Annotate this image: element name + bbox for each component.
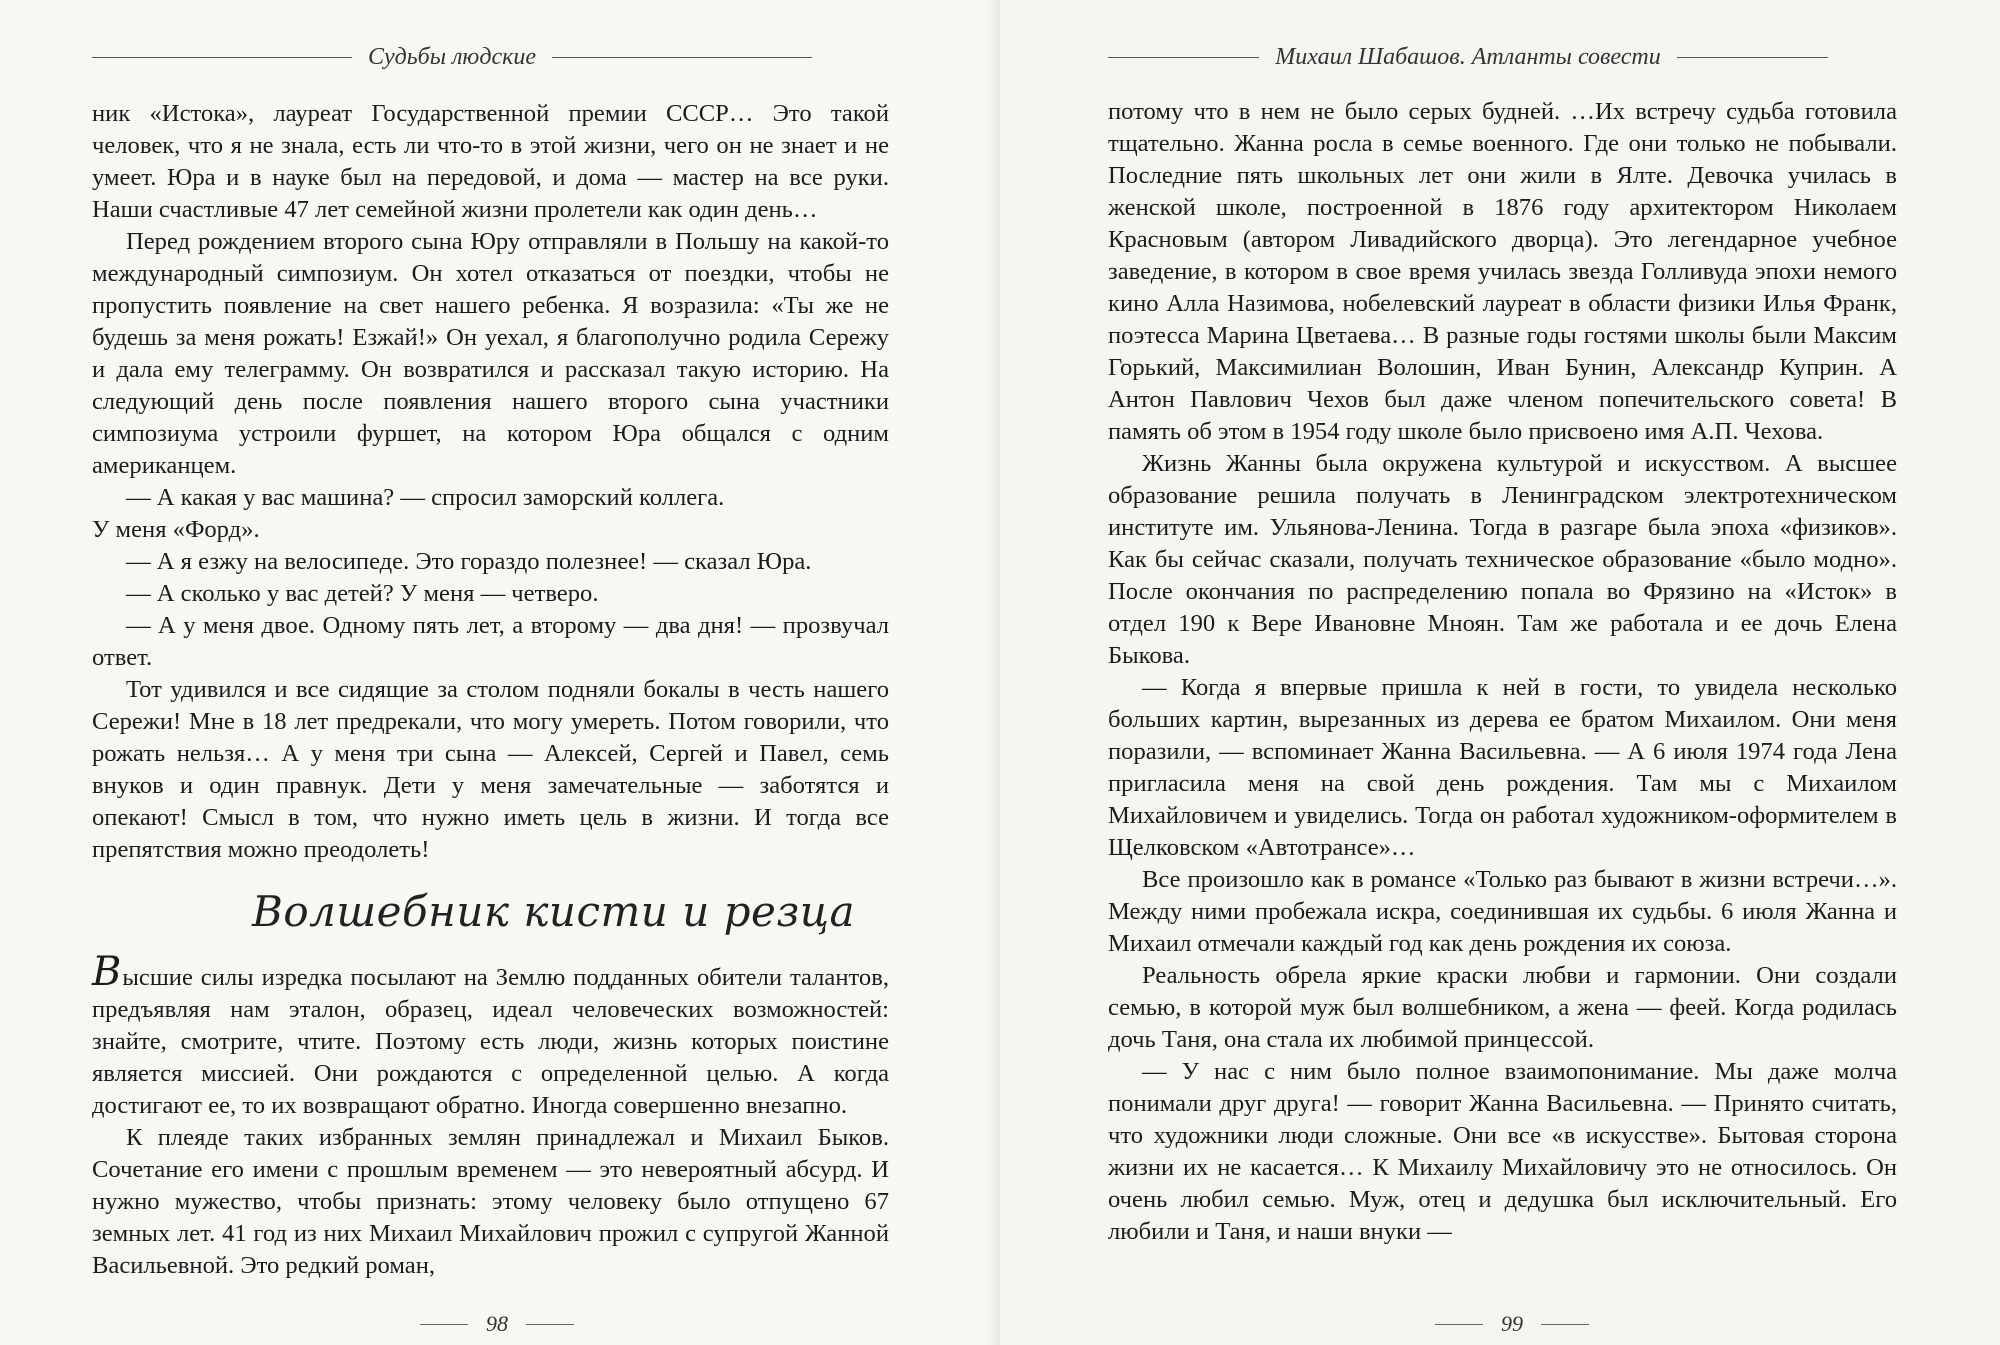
header-rule [92, 57, 352, 58]
paragraph: ник «Истока», лауреат Государственной премии СССР… Это такой человек, что я не знала, есть ли что-то в этой жизни, чего он не знает и не умеет. Юра и в науке был на передовой, и дома — мастер на все руки. Наши счастливые 47 лет семейной жизни пролетели как один день… [92, 100, 889, 223]
folio-rule [1541, 1324, 1589, 1325]
right-body-text [1108, 96, 1897, 1248]
paragraph: Все произошло как в романсе «Только раз бывают в жизни встречи…». Между ними пробежала искра, соединившая их судьбы. 6 июля Жанна и Михаил отмечали каждый год как день рождения их союза. [1108, 866, 1897, 957]
header-rule [552, 57, 812, 58]
paragraph: — А сколько у вас детей? У меня — четверо. [126, 580, 599, 607]
paragraph: — Когда я впервые пришла к ней в гости, то увидела несколько больших картин, вырезанных из дерева ее братом Михаилом. Они меня поразили, — вспоминает Жанна Васильевна. — А 6 июля 1974 года Лена пригласила меня на свой день рождения. Там мы с Михаилом Михайловичем и увиделись. Тогда он работал художником-оформителем в Щелковском «Автотрансе»… [1108, 674, 1897, 861]
folio-rule [526, 1324, 574, 1325]
right-page-folio [1435, 1312, 1589, 1336]
drop-cap: В [92, 949, 122, 995]
paragraph: Жизнь Жанны была окружена культурой и искусством. А высшее образование решила получать в Ленинградском электротехническом институте им. Ульянова-Ленина. Тогда в разгаре была эпоха «физиков». Как бы сейчас сказали, получать техническое образование «было модно». После окончания по распределению попала во Фрязино на «Исток» в отдел 190 к Вере Ивановне Мноян. Там же работала и ее дочь Елена Быкова. [1108, 450, 1897, 669]
right-page [1000, 0, 2000, 1345]
paragraph: потому что в нем не было серых будней. …Их встречу судьба готовила тщательно. Жанна росла в семье военного. Где они только не побывали. Последние пять школьных лет они жили в Ялте. Девочка училась в женской школе, построенной в 1876 году архитектором Николаем Красновым (автором Ливадийского дворца). Это легендарное учебное заведение, в котором в свое время училась звезда Голливуда эпохи немого кино Алла Назимова, нобелевский лауреат в области физики Илья Франк, поэтесса Марина Цветаева… В разные годы гостями школы были Максим Горький, Максимилиан Волошин, Иван Бунин, Александр Куприн. А Антон Павлович Чехов был даже членом попечительского совета! В память об этом в 1954 году школе было присвоено имя А.П. Чехова. [1108, 98, 1897, 445]
folio-rule [1435, 1324, 1483, 1325]
paragraph: Реальность обрела яркие краски любви и гармонии. Они создали семью, в которой муж был волшебником, а жена — феей. Когда родилась дочь Таня, она стала их любимой принцессой. [1108, 962, 1897, 1053]
folio-rule [420, 1324, 468, 1325]
paragraph: У меня «Форд». [92, 516, 260, 543]
section-heading: Волшебник кисти и резца [252, 887, 856, 936]
paragraph: Тот удивился и все сидящие за столом подняли бокалы в честь нашего Сережи! Мне в 18 лет предрекали, что могу умереть. Потом говорили, что рожать нельзя… А у меня три сына — Алексей, Сергей и Павел, семь внуков и один правнук. Дети у меня замечательные — заботятся и опекают! Смысл в том, что нужно иметь цель в жизни. И тогда все препятствия можно преодолеть! [92, 676, 889, 863]
running-head-title: Судьбы людские [367, 43, 537, 70]
paragraph: — А я езжу на велосипеде. Это гораздо полезнее! — сказал Юра. [126, 548, 812, 575]
paragraph: Перед рождением второго сына Юру отправляли в Польшу на какой-то международный симпозиум. Он хотел отказаться от поездки, чтобы не пропустить появление на свет нашего ребенка. Я возразила: «Ты же не будешь за меня рожать! Езжай!» Он уехал, я благополучно родила Сережу и дала ему телеграмму. Он возвратился и рассказал такую историю. На следующий день после появления нашего второго сына участники симпозиума устроили фуршет, на котором Юра общался с одним американцем. [92, 228, 889, 479]
left-body-text [92, 98, 889, 1282]
paragraph: — А какая у вас машина? — спросил заморский коллега. [126, 484, 725, 511]
right-running-head [1108, 42, 1828, 72]
left-running-head [92, 42, 812, 72]
left-page-folio [420, 1312, 574, 1336]
paragraph-text: ысшие силы изредка посылают на Землю подданных обители талантов, предъявляя нам эталон, образец, идеал человеческих возможностей: знайте, смотрите, чтите. Поэтому есть люди, жизнь которых поистине является миссией. Они рождаются с определенной целью. А когда достигают ее, то их возвращают обратно. Иногда совершенно внезапно. [92, 964, 889, 1119]
running-head-title: Михаил Шабашов. Атланты совести [1275, 43, 1661, 70]
paragraph-with-dropcap [92, 949, 889, 1122]
paragraph: К плеяде таких избранных землян принадлежал и Михаил Быков. Сочетание его имени с прошлым временем — это невероятный абсурд. И нужно мужество, чтобы признать: этому человеку было отпущено 67 земных лет. 41 год из них Михаил Михайлович прожил с супругой Жанной Васильевной. Это редкий роман, [92, 1124, 889, 1279]
page-number: 99 [1501, 1311, 1523, 1336]
header-rule [1108, 57, 1259, 58]
header-rule [1677, 57, 1828, 58]
paragraph: — У нас с ним было полное взаимопонимание. Мы даже молча понимали друг друга! — говорит Жанна Васильевна. — Принято считать, что художники люди сложные. Они все «в искусстве». Бытовая сторона жизни их не касается… К Михаилу Михайловичу это не относилось. Он очень любил семью. Муж, отец и дедушка был исключительный. Его любили и Таня, и наши внуки — [1108, 1058, 1897, 1245]
paragraph: — А у меня двое. Одному пять лет, а второму — два дня! — прозвучал ответ. [92, 612, 889, 671]
page-number: 98 [486, 1311, 508, 1336]
